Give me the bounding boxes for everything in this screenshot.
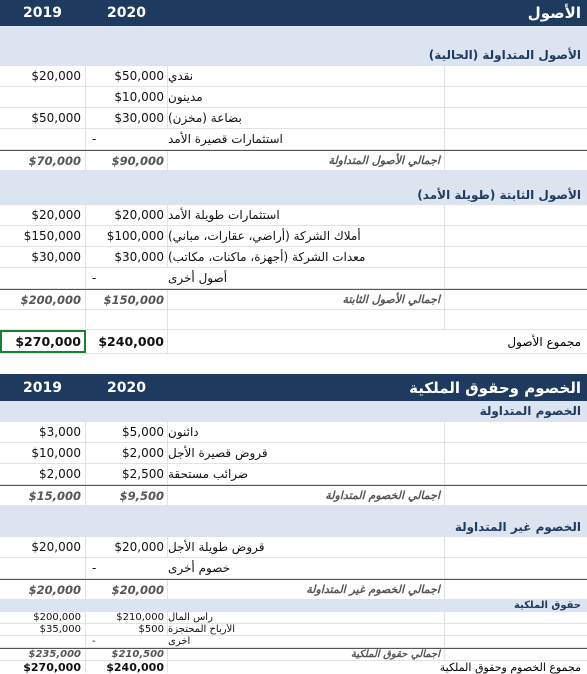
st-loans-2020[interactable]: $2,000	[86, 443, 168, 463]
empty-cell[interactable]	[444, 464, 587, 484]
equity-section-row	[0, 600, 587, 612]
table-row	[0, 558, 587, 579]
empty-cell[interactable]	[444, 205, 587, 225]
equity-total-2019[interactable]: $235,000	[0, 649, 86, 660]
other-equity-2020[interactable]: -	[92, 636, 96, 647]
spacer-row	[0, 354, 587, 374]
payables-2020[interactable]: $5,000	[86, 422, 168, 442]
noncurrent-liabilities-section-title[interactable]: الخصوم غير المتداولة	[454, 519, 581, 534]
noncurrent-liabilities-total-2019[interactable]: $20,000	[0, 580, 86, 599]
other-equity-2019[interactable]	[0, 636, 86, 647]
empty-cell[interactable]	[444, 649, 587, 660]
current-liabilities-total-2020[interactable]: $9,500	[86, 486, 168, 505]
equity-total-2020[interactable]: $210,500	[86, 649, 168, 660]
table-row	[0, 226, 587, 247]
total-liabilities-equity-row	[0, 661, 587, 673]
noncurrent-liabilities-total-label[interactable]: اجمالي الخصوم غير المتداولة	[306, 583, 440, 596]
empty-cell[interactable]	[444, 226, 587, 246]
total-assets-2020[interactable]: $240,000	[86, 330, 168, 353]
property-2020[interactable]: $100,000	[86, 226, 168, 246]
assets-header-row	[0, 0, 587, 26]
table-row	[0, 268, 587, 289]
table-row	[0, 537, 587, 558]
current-assets-section-row	[0, 44, 587, 66]
fixed-assets-total-2020[interactable]: $150,000	[86, 290, 168, 309]
table-row	[0, 422, 587, 443]
lt-loans-2020[interactable]: $20,000	[86, 537, 168, 557]
empty-cell[interactable]	[444, 624, 587, 635]
table-row	[0, 247, 587, 268]
current-assets-total-2019[interactable]: $70,000	[0, 151, 86, 170]
retained-earnings-label[interactable]: الأرباح المحتجزة	[168, 624, 236, 635]
payables-label[interactable]: دائنون	[168, 425, 199, 439]
equity-total-label[interactable]: اجمالي حقوق الملكية	[350, 649, 440, 660]
table-row	[0, 612, 587, 624]
equity-section-title[interactable]: حقوق الملكية	[513, 600, 581, 611]
current-liabilities-total-label[interactable]: اجمالي الخصوم المتداولة	[325, 489, 440, 502]
cash-2019[interactable]: $20,000	[0, 66, 86, 86]
receivables-2019[interactable]	[0, 87, 86, 107]
table-row	[0, 205, 587, 226]
current-assets-total-2020[interactable]: $90,000	[86, 151, 168, 170]
retained-earnings-2019[interactable]: $35,000	[0, 624, 86, 635]
noncurrent-liabilities-section-row	[0, 517, 587, 537]
empty-cell[interactable]	[86, 310, 168, 329]
total-assets-row	[0, 330, 587, 354]
equipment-label[interactable]: معدات الشركة (أجهزة، ماكنات، مكاتب)	[168, 250, 366, 264]
other-liabilities-label[interactable]: خصوم أخرى	[168, 561, 231, 575]
receivables-2020[interactable]: $10,000	[86, 87, 168, 107]
receivables-label[interactable]: مدينون	[168, 90, 203, 104]
empty-cell[interactable]	[444, 612, 587, 623]
table-row	[0, 108, 587, 129]
inventory-2019[interactable]: $50,000	[0, 108, 86, 128]
fixed-assets-total-row	[0, 289, 587, 310]
other-liabilities-2020[interactable]: -	[92, 561, 97, 575]
other-assets-2020[interactable]: -	[92, 271, 97, 285]
equity-total-row	[0, 648, 587, 661]
table-row	[0, 443, 587, 464]
spacer-row	[0, 506, 587, 517]
other-assets-2019[interactable]	[0, 268, 86, 288]
lt-loans-2019[interactable]: $20,000	[0, 537, 86, 557]
other-assets-label[interactable]: أصول أخرى	[168, 271, 228, 285]
total-liabilities-equity-2020[interactable]: $240,000	[86, 661, 168, 673]
empty-cell[interactable]	[444, 87, 587, 107]
total-liabilities-equity-label[interactable]: مجموع الخصوم وحقوق الملكية	[439, 660, 581, 674]
noncurrent-liabilities-total-2020[interactable]: $20,000	[86, 580, 168, 599]
other-equity-label[interactable]: أخرى	[168, 636, 191, 647]
retained-earnings-2020[interactable]: $500	[86, 624, 168, 635]
lt-loans-label[interactable]: قروض طويلة الأجل	[168, 540, 265, 554]
empty-cell[interactable]	[444, 268, 587, 288]
empty-cell[interactable]	[444, 129, 587, 149]
st-loans-2019[interactable]: $10,000	[0, 443, 86, 463]
empty-cell[interactable]	[444, 151, 587, 170]
assets-title[interactable]: الأصول	[527, 4, 581, 22]
empty-cell[interactable]	[444, 486, 587, 505]
total-assets-label[interactable]: مجموع الأصول	[507, 334, 581, 349]
taxes-2020[interactable]: $2,500	[86, 464, 168, 484]
taxes-label[interactable]: ضرائب مستحقة	[168, 467, 249, 481]
empty-cell[interactable]	[444, 580, 587, 599]
cash-label[interactable]: نقدي	[168, 69, 194, 83]
empty-cell[interactable]	[0, 310, 86, 329]
noncurrent-liabilities-total-row	[0, 579, 587, 600]
st-investments-2019[interactable]	[0, 129, 86, 149]
empty-cell[interactable]	[444, 247, 587, 267]
assets-year-2019[interactable]: 2019	[23, 5, 62, 21]
taxes-2019[interactable]: $2,000	[0, 464, 86, 484]
equipment-2020[interactable]: $30,000	[86, 247, 168, 267]
fixed-assets-total-2019[interactable]: $200,000	[0, 290, 86, 309]
inventory-label[interactable]: بضاعة (مخزن)	[168, 111, 242, 125]
lt-investments-2019[interactable]: $20,000	[0, 205, 86, 225]
total-assets-2019[interactable]: $270,000	[0, 330, 86, 353]
capital-label[interactable]: رأس المال	[168, 612, 213, 623]
empty-cell[interactable]	[444, 310, 587, 329]
total-liabilities-equity-2019[interactable]: $270,000	[0, 661, 86, 673]
spacer-row	[0, 171, 587, 185]
capital-2019[interactable]: $200,000	[0, 612, 86, 623]
current-liabilities-total-2019[interactable]: $15,000	[0, 486, 86, 505]
table-row	[0, 129, 587, 150]
empty-cell[interactable]	[444, 636, 587, 647]
liabilities-year-2020[interactable]: 2020	[107, 379, 146, 396]
current-liabilities-section-row	[0, 401, 587, 422]
empty-cell[interactable]	[444, 537, 587, 557]
equipment-2019[interactable]: $30,000	[0, 247, 86, 267]
empty-cell[interactable]	[444, 558, 587, 578]
capital-2020[interactable]: $210,000	[86, 612, 168, 623]
lt-investments-2020[interactable]: $20,000	[86, 205, 168, 225]
spacer-row	[0, 26, 587, 44]
table-row	[0, 624, 587, 636]
lt-investments-label[interactable]: استثمارات طويلة الأمد	[168, 208, 280, 222]
table-row	[0, 464, 587, 485]
table-row	[0, 66, 587, 87]
fixed-assets-total-label[interactable]: اجمالي الأصول الثابتة	[342, 293, 440, 306]
current-assets-section-title[interactable]: الأصول المتداولة (الحالية)	[428, 47, 581, 62]
liabilities-title[interactable]: الخصوم وحقوق الملكية	[409, 378, 581, 397]
cash-2020[interactable]: $50,000	[86, 66, 168, 86]
property-label[interactable]: أملاك الشركة (أراضي، عقارات، مباني)	[168, 229, 361, 243]
fixed-assets-section-title[interactable]: الأصول الثابتة (طويلة الأمد)	[417, 187, 581, 202]
current-liabilities-section-title[interactable]: الخصوم المتداولة	[479, 404, 581, 418]
empty-cell[interactable]	[444, 443, 587, 463]
st-investments-label[interactable]: استثمارات قصيرة الأمد	[168, 132, 283, 146]
current-assets-total-label[interactable]: اجمالي الأصول المتداولة	[328, 154, 440, 167]
empty-cell[interactable]	[444, 66, 587, 86]
other-liabilities-2019[interactable]	[0, 558, 86, 578]
st-loans-label[interactable]: قروض قصيرة الأجل	[168, 446, 268, 460]
empty-cell[interactable]	[444, 108, 587, 128]
payables-2019[interactable]: $3,000	[0, 422, 86, 442]
table-row	[0, 87, 587, 108]
inventory-2020[interactable]: $30,000	[86, 108, 168, 128]
spacer-row	[0, 310, 587, 330]
st-investments-2020[interactable]: -	[92, 132, 97, 146]
liabilities-year-2019[interactable]: 2019	[23, 379, 62, 396]
current-assets-total-row	[0, 150, 587, 171]
empty-cell[interactable]	[444, 290, 587, 309]
liabilities-header-row	[0, 374, 587, 401]
empty-cell[interactable]	[444, 422, 587, 442]
table-row	[0, 636, 587, 648]
current-liabilities-total-row	[0, 485, 587, 506]
assets-year-2020[interactable]: 2020	[107, 5, 146, 21]
property-2019[interactable]: $150,000	[0, 226, 86, 246]
fixed-assets-section-row	[0, 185, 587, 205]
